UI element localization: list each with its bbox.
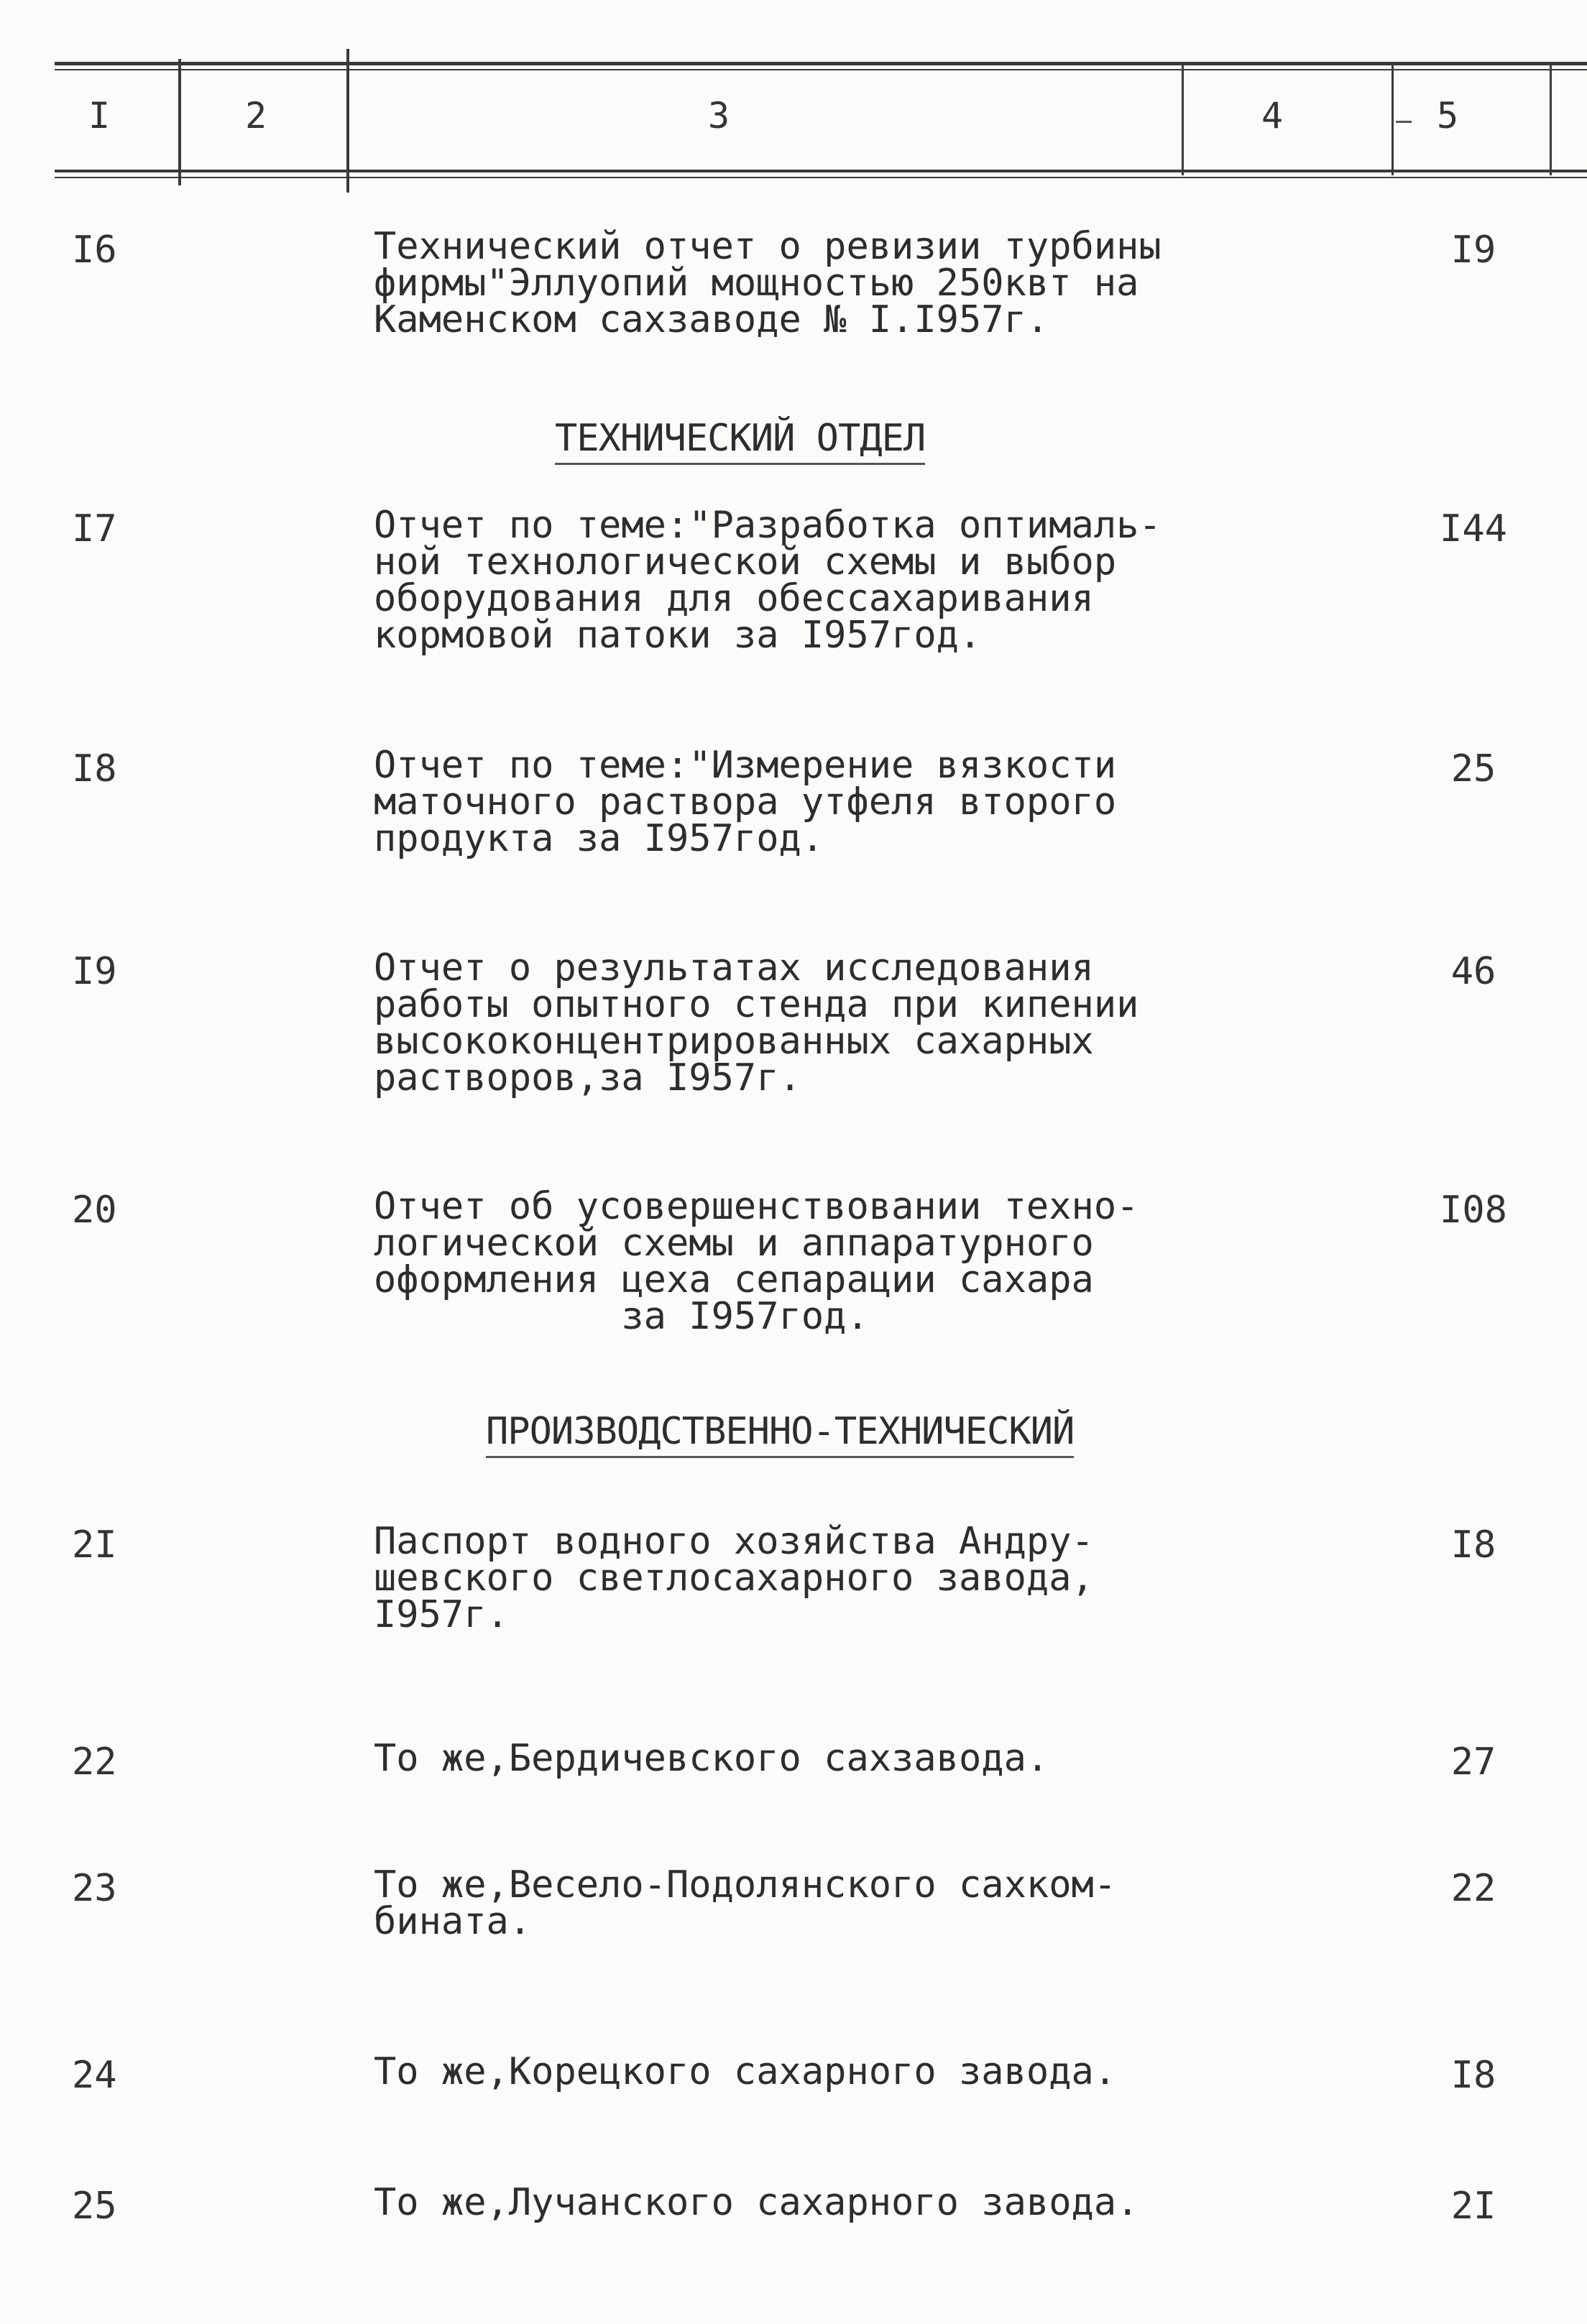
header-divider-2	[346, 49, 349, 193]
row-title: Отчет об усовершенствовании техно- логической схемы и аппаратурного оформления цеха сепарации сахара за I957год.	[374, 1185, 1139, 1338]
row-number: I7	[72, 507, 117, 550]
header-bottom-rule	[55, 170, 1587, 172]
row-title: Технический отчет о ревизии турбины фирмы"Эллуопий мощностью 250квт на Каменском сахзаводе № I.I957г.	[374, 225, 1162, 341]
row-title: Отчет по теме:"Измерение вязкости маточного раствора утфеля второго продукта за I957год.	[374, 744, 1117, 860]
row-number: I8	[72, 747, 117, 790]
row-pages: I08	[1440, 1189, 1507, 1232]
row-number: I9	[72, 950, 117, 993]
row-title: То же,Бердичевского сахзавода.	[374, 1737, 1049, 1780]
row-title: Отчет по теме:"Разработка оптималь- ной технологической схемы и выбор оборудования для обессахаривания кормовой патоки за I957год.	[374, 504, 1162, 657]
row-pages: 2I	[1450, 2185, 1496, 2228]
row-number: 25	[72, 2185, 117, 2228]
header-col-3: 3	[707, 95, 730, 137]
row-pages: I9	[1450, 229, 1496, 272]
row-number: 22	[72, 1740, 117, 1784]
header-col-2: 2	[244, 95, 267, 137]
row-pages: 22	[1450, 1867, 1496, 1910]
section-heading-technical: ТЕХНИЧЕСКИЙ ОТДЕЛ	[555, 417, 925, 465]
row-pages: I44	[1440, 507, 1507, 550]
header-top-rule	[55, 62, 1587, 65]
header-dash-mark	[1396, 121, 1412, 123]
row-number: 20	[72, 1189, 117, 1232]
row-pages: I8	[1450, 2054, 1496, 2097]
header-col-5: 5	[1436, 95, 1459, 137]
row-pages: I8	[1450, 1523, 1496, 1567]
header-bottom-rule-2	[55, 177, 1587, 178]
header-divider-1	[178, 59, 181, 185]
row-number: 2I	[72, 1523, 117, 1567]
row-pages: 25	[1450, 747, 1496, 790]
header-divider-3	[1182, 63, 1184, 175]
row-number: I6	[72, 229, 117, 272]
header-col-1: I	[88, 95, 111, 137]
header-divider-4	[1392, 63, 1394, 175]
header-col-4: 4	[1261, 95, 1284, 137]
row-pages: 46	[1450, 950, 1496, 993]
header-top-rule-2	[55, 69, 1587, 70]
row-number: 23	[72, 1867, 117, 1910]
row-title: То же,Корецкого сахарного завода.	[374, 2050, 1117, 2093]
row-title: Отчет о результатах исследования работы опытного стенда при кипении высококонцентрированных сахарных растворов,за I957г.	[374, 946, 1139, 1099]
header-divider-5	[1550, 63, 1552, 175]
row-pages: 27	[1450, 1740, 1496, 1784]
row-title: То же,Весело-Подолянского сахком- бината.	[374, 1863, 1117, 1943]
row-number: 24	[72, 2054, 117, 2097]
row-title: То же,Лучанского сахарного завода.	[374, 2181, 1139, 2224]
section-heading-production: ПРОИЗВОДСТВЕННО-ТЕХНИЧЕСКИЙ	[486, 1410, 1074, 1458]
row-title: Паспорт водного хозяйства Андру- шевского светлосахарного завода, I957г.	[374, 1520, 1094, 1636]
